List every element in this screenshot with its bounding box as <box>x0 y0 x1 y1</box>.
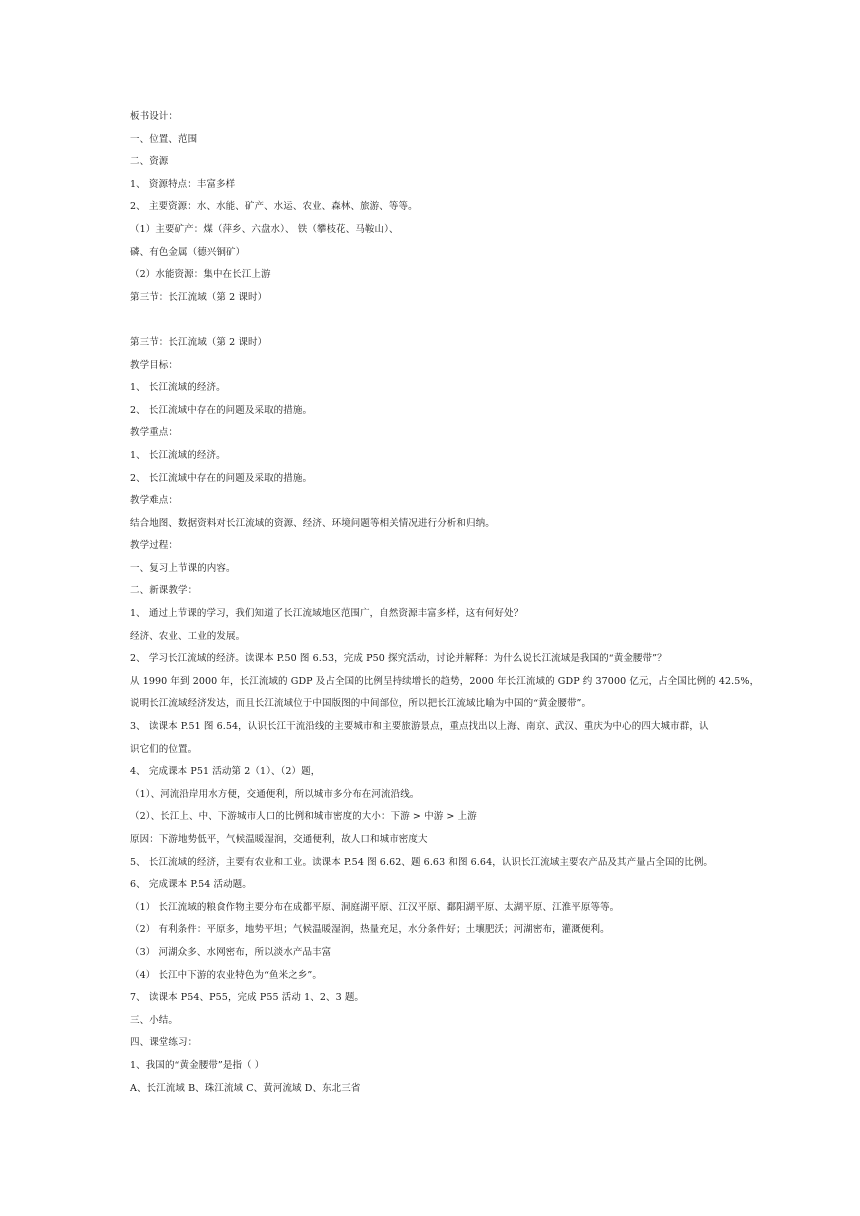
text-line: （2）、长江上、中、下游城市人口的比例和城市密度的大小：下游 > 中游 > 上游 <box>130 811 477 823</box>
text-line: 三、小结。 <box>130 1014 179 1026</box>
text-line: 5、 长江流域的经济，主要有农业和工业。读课本 P.54 图 6.62、题 6.63 和图 6.64，认识长江流域主要农产品及其产量占全国的比例。 <box>130 856 714 868</box>
text-line: 教学过程： <box>130 540 179 552</box>
text-line: 从 1990 年到 2000 年，长江流域的 GDP 及占全国的比例呈持续增长的趋势，2000 年长江流域的 GDP 约 37000 亿元，占全国比例的 42.5%， <box>130 675 760 687</box>
text-line: 原因：下游地势低平，气候温暖湿润，交通便利，故人口和城市密度大 <box>130 834 428 845</box>
text-line: 教学难点： <box>130 495 179 507</box>
text-line: 第三节：长江流域（第 2 课时） <box>130 336 268 348</box>
text-line: （2）水能资源：集中在长江上游 <box>130 269 271 281</box>
text-line: 识它们的位置。 <box>130 743 198 755</box>
text-line: （1） 长江流域的粮食作物主要分布在成都平原、洞庭湖平原、江汉平原、鄱阳湖平原、太湖平原、江淮平原等等。 <box>130 901 620 913</box>
text-line: 2、 学习长江流域的经济。读课本 P.50 图 6.53，完成 P50 探究活动，讨论并解释：为什么说长江流域是我国的“黄金腰带”？ <box>130 653 667 665</box>
text-line: A、长江流域 B、珠江流域 C、黄河流域 D、东北三省 <box>130 1082 361 1094</box>
text-line: 教学目标： <box>130 359 179 371</box>
text-line: 1、 长江流域的经济。 <box>130 382 226 394</box>
text-line: （1）主要矿产：煤（萍乡、六盘水）、 铁（攀枝花、马鞍山）、 <box>130 223 399 235</box>
text-line: 第三节：长江流域（第 2 课时） <box>130 291 268 303</box>
text-line: 4、 完成课本 P51 活动第 2（1）、（2）题， <box>130 766 321 778</box>
text-line: 3、 读课本 P.51 图 6.54，认识长江干流沿线的主要城市和主要旅游景点，重点找出以上海、南京、武汉、重庆为中心的四大城市群，认 <box>130 721 709 733</box>
text-line: 1、 长江流域的经济。 <box>130 449 226 461</box>
text-line: 教学重点： <box>130 427 179 439</box>
text-line: 经济、农业、工业的发展。 <box>130 630 246 642</box>
text-line: 二、资源 <box>130 156 169 168</box>
text-line: 7、 读课本 P54、P55，完成 P55 活动 1、2、3 题。 <box>130 992 365 1004</box>
text-line: （2） 有利条件：平原多，地势平坦；气候温暖湿润，热量充足，水分条件好；土壤肥沃；河湖密布，灌溉便利。 <box>130 924 610 936</box>
blank-line <box>130 309 730 332</box>
text-line: 2、 长江流域中存在的问题及采取的措施。 <box>130 472 313 484</box>
text-line: 板书设计： <box>130 111 179 122</box>
text-line: 四、课堂练习： <box>130 1037 198 1049</box>
text-line: 二、新课教学： <box>130 585 198 597</box>
text-line: 一、位置、范围 <box>130 133 198 145</box>
text-line: 6、 完成课本 P.54 活动题。 <box>130 879 252 891</box>
document-body <box>130 106 760 1100</box>
text-line: 2、 长江流域中存在的问题及采取的措施。 <box>130 404 313 416</box>
text-line: 2、 主要资源：水、水能、矿产、水运、农业、森林、旅游、等等。 <box>130 201 418 213</box>
text-line: 结合地图、数据资料对长江流域的资源、经济、环境问题等相关情况进行分析和归纳。 <box>130 517 495 529</box>
text-line: 说明长江流域经济发达，而且长江流域位于中国版图的中间部位，所以把长江流域比喻为中国的“黄金腰带”。 <box>130 698 592 710</box>
text-line: （3） 河湖众多、水网密布，所以淡水产品丰富 <box>130 946 332 958</box>
text-line: 1、 通过上节课的学习，我们知道了长江流域地区范围广，自然资源丰富多样，这有何好处？ <box>130 608 524 620</box>
text-line: 一、复习上节课的内容。 <box>130 562 236 574</box>
text-line: （1）、河流沿岸用水方便，交通便利，所以城市多分布在河流沿线。 <box>130 788 420 800</box>
text-line: 磷、有色金属（德兴铜矿） <box>130 246 246 258</box>
text-line: （4） 长江中下游的农业特色为“鱼米之乡”。 <box>130 969 322 981</box>
text-line: 1、我国的“黄金腰带”是指（ ） <box>130 1059 265 1071</box>
text-line: 1、 资源特点：丰富多样 <box>130 178 236 190</box>
